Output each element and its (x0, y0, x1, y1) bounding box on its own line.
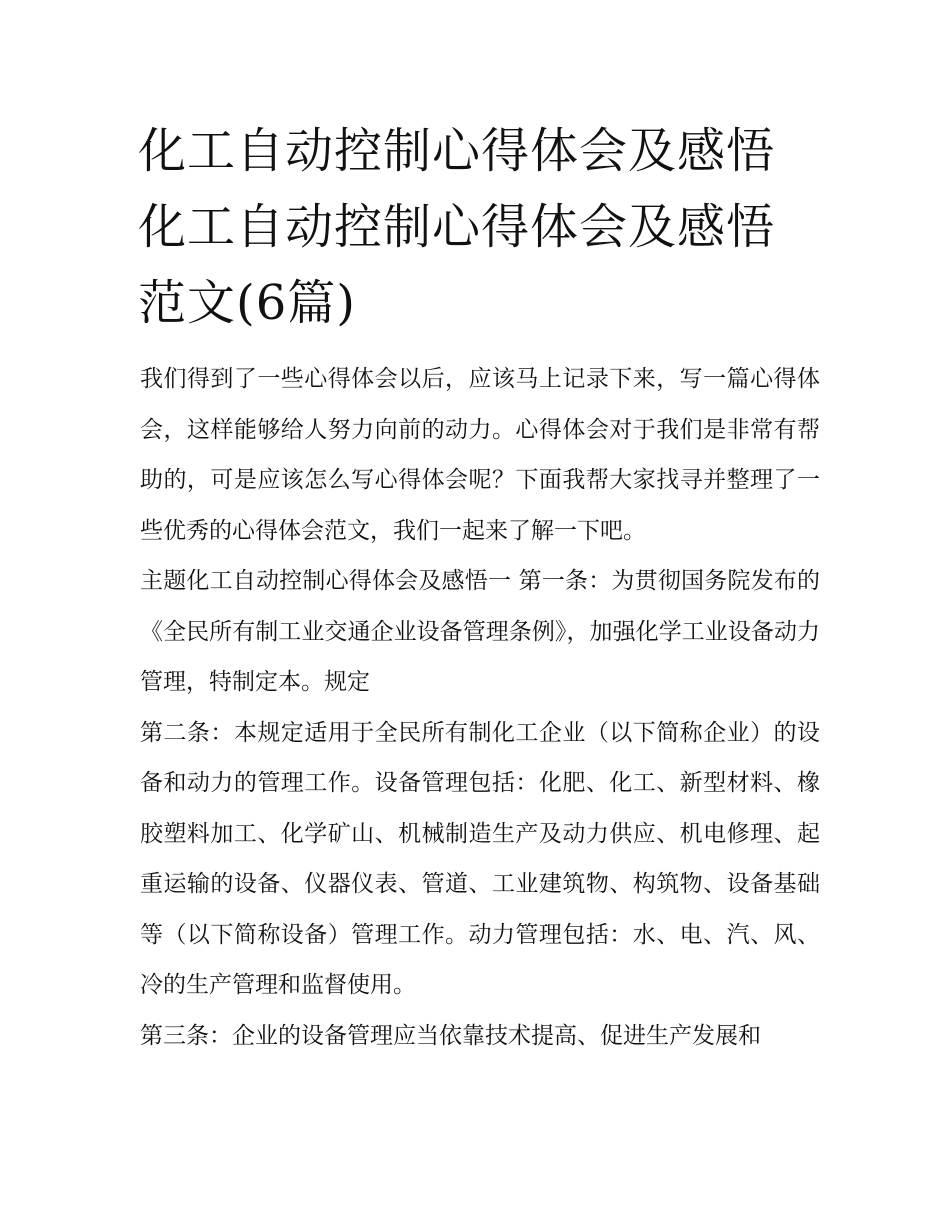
paragraph-article-3: 第三条：企业的设备管理应当依靠技术提高、促进生产发展和 (140, 1022, 761, 1049)
document-title (138, 113, 818, 341)
paragraph-article-1: 主题化工自动控制心得体会及感悟一 第一条：为贯彻国务院发布的《全民所有制工业交通企业设备管理条例》，加强化学工业设备动力管理，特制定本。规定 (140, 568, 820, 695)
paragraph-intro: 我们得到了一些心得体会以后，应该马上记录下来，写一篇心得体会，这样能够给人努力向前的动力。心得体会对于我们是非常有帮助的，可是应该怎么写心得体会呢？下面我帮大家找寻并整理了一些优秀的心得体会范文，我们一起来了解一下吧。 (140, 366, 820, 544)
paragraph-article-2: 第二条：本规定适用于全民所有制化工企业（以下简称企业）的设备和动力的管理工作。设备管理包括：化肥、化工、新型材料、橡胶塑料加工、化学矿山、机械制造生产及动力供应、机电修理、起重运输的设备、仪器仪表、管道、工业建筑物、构筑物、设备基础等（以下简称设备）管理工作。动力管理包括：水、电、汽、风、冷的生产管理和监督使用。 (140, 719, 820, 998)
title-line-1: 化工自动控制心得体会及感悟 (138, 123, 776, 179)
title-line-3: 范文(6篇) (138, 275, 356, 331)
title-line-2: 化工自动控制心得体会及感悟 (138, 199, 776, 255)
document-body (140, 354, 820, 1061)
